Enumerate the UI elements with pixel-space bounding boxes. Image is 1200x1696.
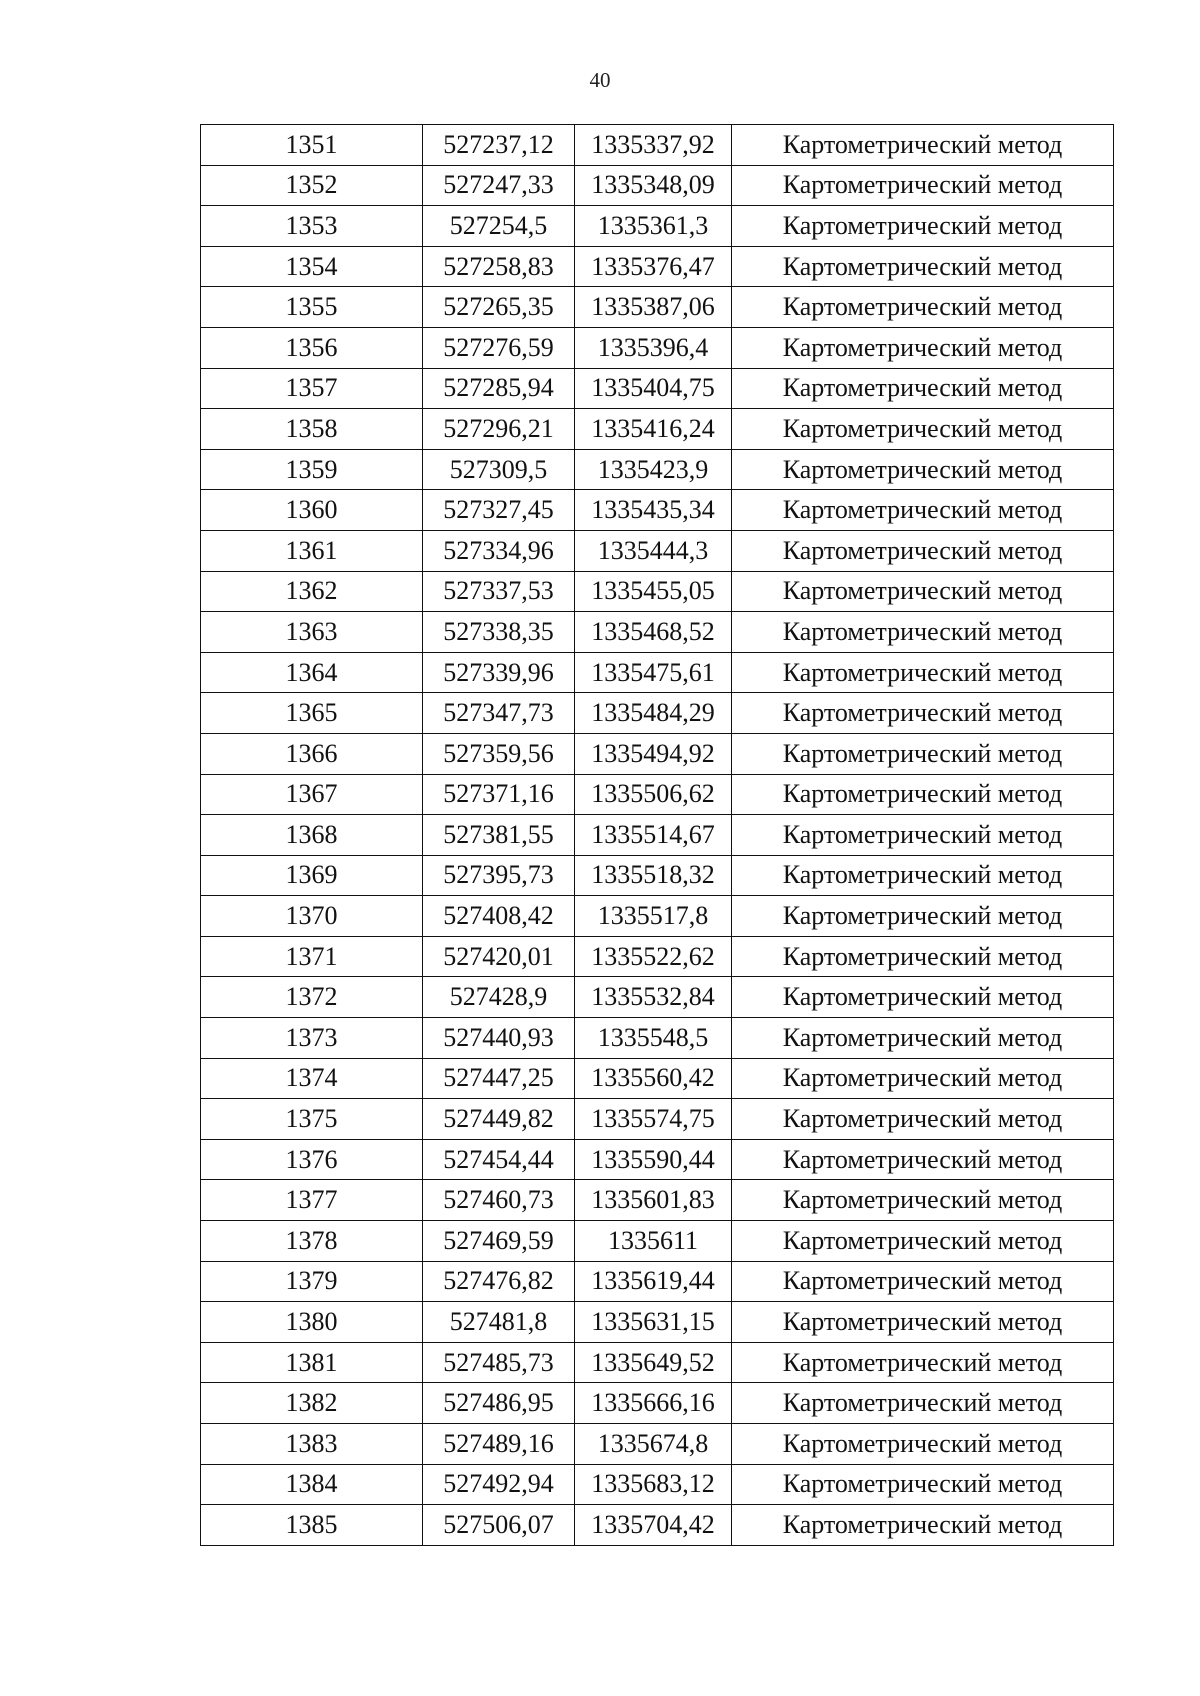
- point-number-cell: 1359: [201, 449, 423, 490]
- table-row: [201, 815, 1114, 856]
- x-coordinate-cell: 527258,83: [423, 246, 575, 287]
- point-number-cell: 1367: [201, 774, 423, 815]
- table-row: [201, 1383, 1114, 1424]
- x-coordinate-cell: 527339,96: [423, 652, 575, 693]
- x-coordinate-cell: 527481,8: [423, 1302, 575, 1343]
- y-coordinate-cell: 1335683,12: [575, 1464, 732, 1505]
- y-coordinate-cell: 1335435,34: [575, 490, 732, 531]
- method-cell: Картометрический метод: [732, 1099, 1114, 1140]
- x-coordinate-cell: 527469,59: [423, 1221, 575, 1262]
- method-cell: Картометрический метод: [732, 449, 1114, 490]
- x-coordinate-cell: 527359,56: [423, 733, 575, 774]
- point-number-cell: 1372: [201, 977, 423, 1018]
- table-row: [201, 1139, 1114, 1180]
- method-cell: Картометрический метод: [732, 1058, 1114, 1099]
- table-row: [201, 1302, 1114, 1343]
- y-coordinate-cell: 1335387,06: [575, 287, 732, 328]
- y-coordinate-cell: 1335404,75: [575, 368, 732, 409]
- point-number-cell: 1376: [201, 1139, 423, 1180]
- point-number-cell: 1385: [201, 1505, 423, 1546]
- table-row: [201, 530, 1114, 571]
- method-cell: Картометрический метод: [732, 896, 1114, 937]
- table-row: [201, 855, 1114, 896]
- x-coordinate-cell: 527381,55: [423, 815, 575, 856]
- x-coordinate-cell: 527254,5: [423, 206, 575, 247]
- point-number-cell: 1353: [201, 206, 423, 247]
- table-row: [201, 125, 1114, 166]
- y-coordinate-cell: 1335674,8: [575, 1424, 732, 1465]
- x-coordinate-cell: 527337,53: [423, 571, 575, 612]
- method-cell: Картометрический метод: [732, 733, 1114, 774]
- method-cell: Картометрический метод: [732, 1180, 1114, 1221]
- x-coordinate-cell: 527428,9: [423, 977, 575, 1018]
- method-cell: Картометрический метод: [732, 246, 1114, 287]
- point-number-cell: 1374: [201, 1058, 423, 1099]
- y-coordinate-cell: 1335548,5: [575, 1018, 732, 1059]
- method-cell: Картометрический метод: [732, 1342, 1114, 1383]
- point-number-cell: 1368: [201, 815, 423, 856]
- point-number-cell: 1377: [201, 1180, 423, 1221]
- table-row: [201, 693, 1114, 734]
- method-cell: Картометрический метод: [732, 530, 1114, 571]
- x-coordinate-cell: 527447,25: [423, 1058, 575, 1099]
- x-coordinate-cell: 527492,94: [423, 1464, 575, 1505]
- table-row: [201, 1261, 1114, 1302]
- y-coordinate-cell: 1335619,44: [575, 1261, 732, 1302]
- y-coordinate-cell: 1335666,16: [575, 1383, 732, 1424]
- table-row: [201, 1058, 1114, 1099]
- method-cell: Картометрический метод: [732, 206, 1114, 247]
- point-number-cell: 1369: [201, 855, 423, 896]
- table-row: [201, 977, 1114, 1018]
- point-number-cell: 1351: [201, 125, 423, 166]
- table-row: [201, 1180, 1114, 1221]
- table-row: [201, 896, 1114, 937]
- table-row: [201, 1221, 1114, 1262]
- x-coordinate-cell: 527420,01: [423, 936, 575, 977]
- table-row: [201, 490, 1114, 531]
- y-coordinate-cell: 1335514,67: [575, 815, 732, 856]
- method-cell: Картометрический метод: [732, 490, 1114, 531]
- method-cell: Картометрический метод: [732, 368, 1114, 409]
- point-number-cell: 1360: [201, 490, 423, 531]
- y-coordinate-cell: 1335444,3: [575, 530, 732, 571]
- point-number-cell: 1381: [201, 1342, 423, 1383]
- table-row: [201, 1464, 1114, 1505]
- x-coordinate-cell: 527334,96: [423, 530, 575, 571]
- point-number-cell: 1352: [201, 165, 423, 206]
- table-row: [201, 165, 1114, 206]
- table-row: [201, 449, 1114, 490]
- point-number-cell: 1373: [201, 1018, 423, 1059]
- point-number-cell: 1383: [201, 1424, 423, 1465]
- y-coordinate-cell: 1335494,92: [575, 733, 732, 774]
- x-coordinate-cell: 527371,16: [423, 774, 575, 815]
- x-coordinate-cell: 527485,73: [423, 1342, 575, 1383]
- y-coordinate-cell: 1335517,8: [575, 896, 732, 937]
- table-row: [201, 368, 1114, 409]
- method-cell: Картометрический метод: [732, 287, 1114, 328]
- y-coordinate-cell: 1335361,3: [575, 206, 732, 247]
- table-row: [201, 206, 1114, 247]
- x-coordinate-cell: 527395,73: [423, 855, 575, 896]
- method-cell: Картометрический метод: [732, 1018, 1114, 1059]
- table-row: [201, 1505, 1114, 1546]
- y-coordinate-cell: 1335348,09: [575, 165, 732, 206]
- y-coordinate-cell: 1335468,52: [575, 612, 732, 653]
- table-row: [201, 733, 1114, 774]
- x-coordinate-cell: 527296,21: [423, 409, 575, 450]
- method-cell: Картометрический метод: [732, 774, 1114, 815]
- page-number: 40: [589, 68, 611, 92]
- table-row: [201, 1342, 1114, 1383]
- point-number-cell: 1366: [201, 733, 423, 774]
- method-cell: Картометрический метод: [732, 1221, 1114, 1262]
- table-row: [201, 936, 1114, 977]
- y-coordinate-cell: 1335455,05: [575, 571, 732, 612]
- table-row: [201, 652, 1114, 693]
- method-cell: Картометрический метод: [732, 125, 1114, 166]
- x-coordinate-cell: 527489,16: [423, 1424, 575, 1465]
- table-body: [201, 125, 1114, 1546]
- method-cell: Картометрический метод: [732, 1139, 1114, 1180]
- x-coordinate-cell: 527440,93: [423, 1018, 575, 1059]
- x-coordinate-cell: 527347,73: [423, 693, 575, 734]
- coordinates-table: [200, 124, 1114, 1546]
- table-row: [201, 287, 1114, 328]
- point-number-cell: 1364: [201, 652, 423, 693]
- table-row: [201, 774, 1114, 815]
- table-row: [201, 409, 1114, 450]
- method-cell: Картометрический метод: [732, 693, 1114, 734]
- table-row: [201, 1424, 1114, 1465]
- y-coordinate-cell: 1335590,44: [575, 1139, 732, 1180]
- y-coordinate-cell: 1335518,32: [575, 855, 732, 896]
- point-number-cell: 1356: [201, 327, 423, 368]
- x-coordinate-cell: 527327,45: [423, 490, 575, 531]
- y-coordinate-cell: 1335631,15: [575, 1302, 732, 1343]
- point-number-cell: 1370: [201, 896, 423, 937]
- table-row: [201, 612, 1114, 653]
- method-cell: Картометрический метод: [732, 1464, 1114, 1505]
- point-number-cell: 1382: [201, 1383, 423, 1424]
- point-number-cell: 1380: [201, 1302, 423, 1343]
- x-coordinate-cell: 527449,82: [423, 1099, 575, 1140]
- method-cell: Картометрический метод: [732, 1383, 1114, 1424]
- method-cell: Картометрический метод: [732, 409, 1114, 450]
- point-number-cell: 1379: [201, 1261, 423, 1302]
- table-row: [201, 1018, 1114, 1059]
- method-cell: Картометрический метод: [732, 1505, 1114, 1546]
- y-coordinate-cell: 1335532,84: [575, 977, 732, 1018]
- point-number-cell: 1355: [201, 287, 423, 328]
- point-number-cell: 1378: [201, 1221, 423, 1262]
- y-coordinate-cell: 1335522,62: [575, 936, 732, 977]
- x-coordinate-cell: 527506,07: [423, 1505, 575, 1546]
- point-number-cell: 1375: [201, 1099, 423, 1140]
- table-row: [201, 1099, 1114, 1140]
- method-cell: Картометрический метод: [732, 327, 1114, 368]
- y-coordinate-cell: 1335423,9: [575, 449, 732, 490]
- method-cell: Картометрический метод: [732, 815, 1114, 856]
- point-number-cell: 1362: [201, 571, 423, 612]
- y-coordinate-cell: 1335704,42: [575, 1505, 732, 1546]
- y-coordinate-cell: 1335484,29: [575, 693, 732, 734]
- point-number-cell: 1371: [201, 936, 423, 977]
- method-cell: Картометрический метод: [732, 855, 1114, 896]
- method-cell: Картометрический метод: [732, 936, 1114, 977]
- method-cell: Картометрический метод: [732, 1261, 1114, 1302]
- x-coordinate-cell: 527309,5: [423, 449, 575, 490]
- point-number-cell: 1358: [201, 409, 423, 450]
- x-coordinate-cell: 527476,82: [423, 1261, 575, 1302]
- x-coordinate-cell: 527454,44: [423, 1139, 575, 1180]
- point-number-cell: 1363: [201, 612, 423, 653]
- method-cell: Картометрический метод: [732, 165, 1114, 206]
- x-coordinate-cell: 527285,94: [423, 368, 575, 409]
- method-cell: Картометрический метод: [732, 652, 1114, 693]
- point-number-cell: 1354: [201, 246, 423, 287]
- x-coordinate-cell: 527247,33: [423, 165, 575, 206]
- method-cell: Картометрический метод: [732, 1424, 1114, 1465]
- method-cell: Картометрический метод: [732, 612, 1114, 653]
- y-coordinate-cell: 1335611: [575, 1221, 732, 1262]
- y-coordinate-cell: 1335376,47: [575, 246, 732, 287]
- x-coordinate-cell: 527460,73: [423, 1180, 575, 1221]
- x-coordinate-cell: 527237,12: [423, 125, 575, 166]
- x-coordinate-cell: 527276,59: [423, 327, 575, 368]
- method-cell: Картометрический метод: [732, 1302, 1114, 1343]
- y-coordinate-cell: 1335475,61: [575, 652, 732, 693]
- y-coordinate-cell: 1335337,92: [575, 125, 732, 166]
- table-row: [201, 246, 1114, 287]
- y-coordinate-cell: 1335574,75: [575, 1099, 732, 1140]
- y-coordinate-cell: 1335601,83: [575, 1180, 732, 1221]
- y-coordinate-cell: 1335416,24: [575, 409, 732, 450]
- method-cell: Картометрический метод: [732, 977, 1114, 1018]
- method-cell: Картометрический метод: [732, 571, 1114, 612]
- y-coordinate-cell: 1335560,42: [575, 1058, 732, 1099]
- point-number-cell: 1357: [201, 368, 423, 409]
- table-row: [201, 327, 1114, 368]
- y-coordinate-cell: 1335649,52: [575, 1342, 732, 1383]
- y-coordinate-cell: 1335396,4: [575, 327, 732, 368]
- point-number-cell: 1361: [201, 530, 423, 571]
- x-coordinate-cell: 527338,35: [423, 612, 575, 653]
- point-number-cell: 1365: [201, 693, 423, 734]
- table-row: [201, 571, 1114, 612]
- x-coordinate-cell: 527408,42: [423, 896, 575, 937]
- x-coordinate-cell: 527486,95: [423, 1383, 575, 1424]
- y-coordinate-cell: 1335506,62: [575, 774, 732, 815]
- x-coordinate-cell: 527265,35: [423, 287, 575, 328]
- point-number-cell: 1384: [201, 1464, 423, 1505]
